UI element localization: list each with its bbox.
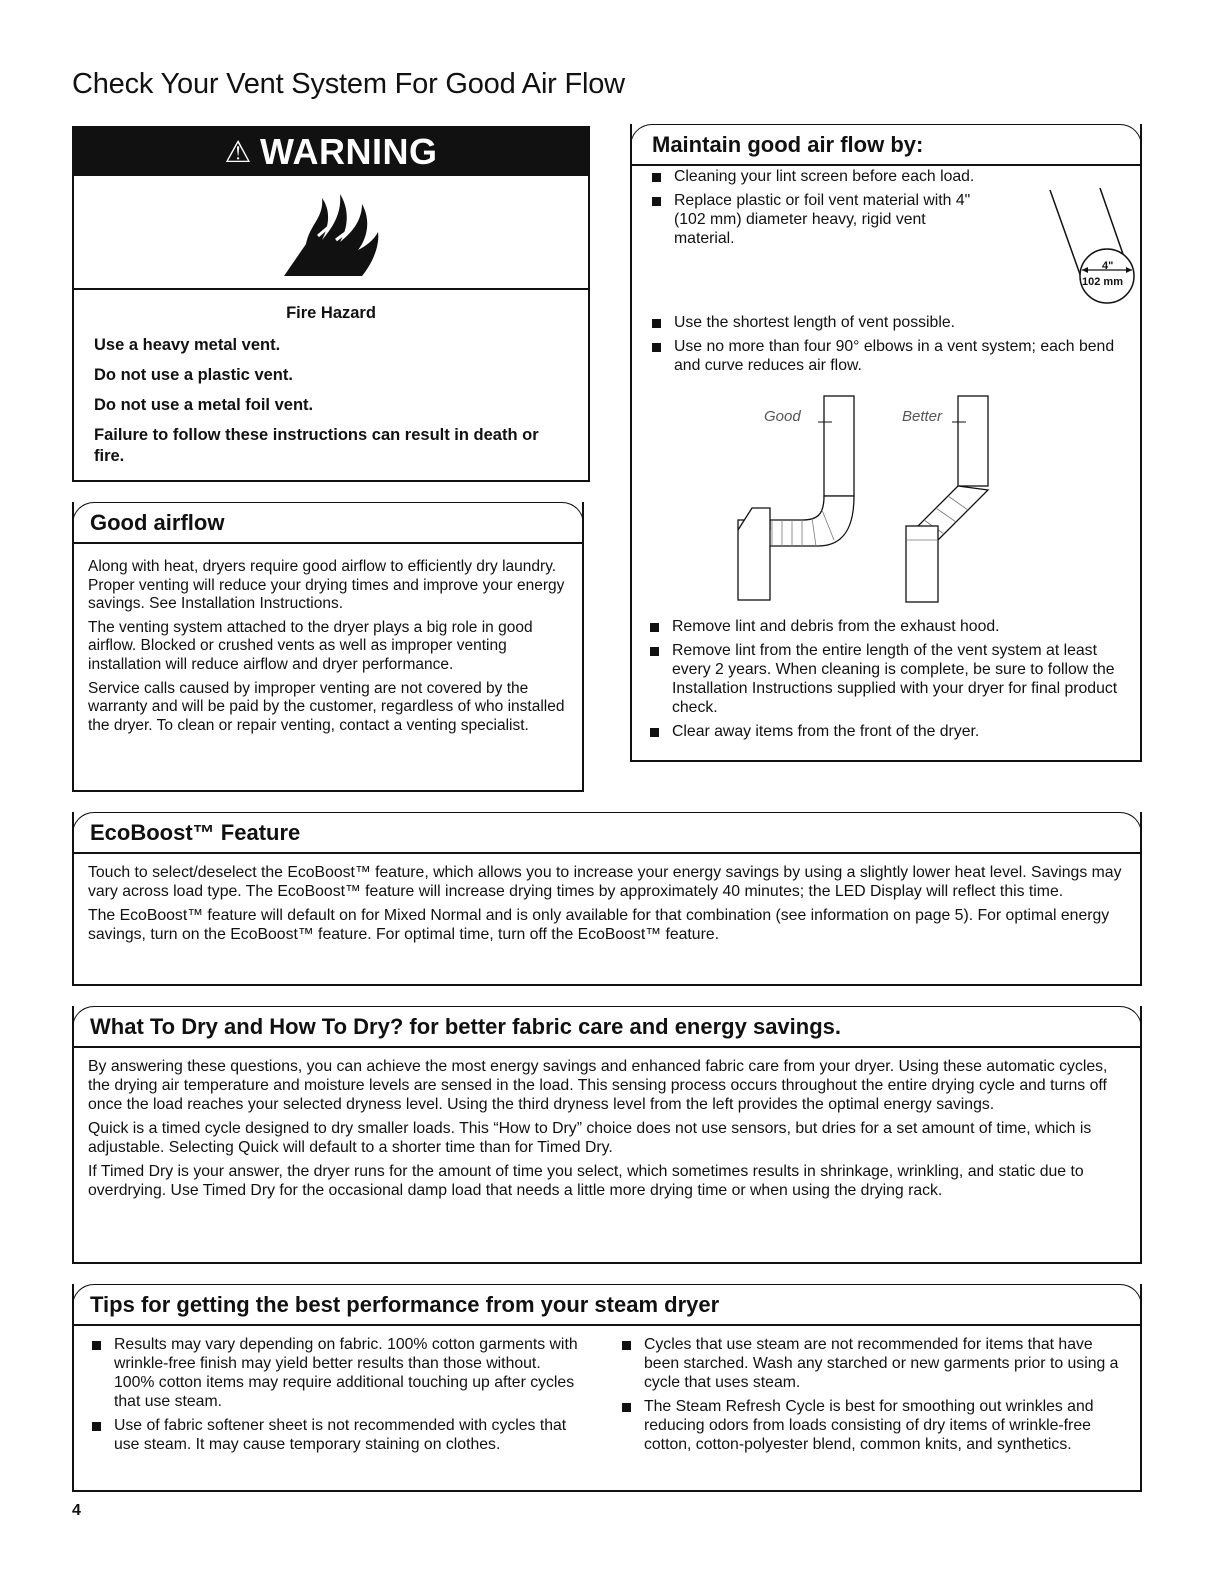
list-item: The Steam Refresh Cycle is best for smoothing out wrinkles and reducing odors from loads consisting of dry items of wrinkle-free cotton, cotton-polyester blend, common knits, and synthetics.: [618, 1398, 1126, 1455]
list-item: Remove lint and debris from the exhaust hood.: [646, 618, 1120, 637]
warning-line: Do not use a plastic vent.: [94, 366, 293, 385]
list-item: Use of fabric softener sheet is not recommended with cycles that use steam. It may cause temporary staining on clothes.: [88, 1417, 580, 1455]
list-item: Replace plastic or foil vent material with 4" (102 mm) diameter heavy, rigid vent material.: [648, 192, 990, 249]
list-item: Cycles that use steam are not recommended for items that have been starched. Wash any starched or new garments prior to using a cycle that uses steam.: [618, 1336, 1126, 1393]
good-airflow-section: [72, 502, 584, 792]
list-item: Use the shortest length of vent possible.: [648, 314, 1120, 333]
paragraph: If Timed Dry is your answer, the dryer runs for the amount of time you select, which sometimes results in shrinkage, wrinkling, and static due to overdrying. Use Timed Dry for the occasional damp load that needs a little more drying time or when using the drying rack.: [88, 1162, 1084, 1199]
section-title: What To Dry and How To Dry? for better fabric care and energy savings.: [90, 1014, 841, 1039]
paragraph: Service calls caused by improper venting are not covered by the warranty and will be paid by the customer, regardless of who installed the dryer. To clean or repair venting, contact a venting specialist.: [88, 679, 565, 734]
diameter-inch-label: 4": [1102, 260, 1114, 272]
diameter-mm-label: 102 mm: [1082, 276, 1123, 288]
better-label: Better: [902, 408, 943, 425]
warning-header: [74, 128, 588, 176]
page-title: Check Your Vent System For Good Air Flow: [72, 68, 625, 100]
hazard-title: Fire Hazard: [286, 304, 376, 322]
section-title: Maintain good air flow by:: [652, 132, 924, 157]
ecoboost-section: [72, 812, 1142, 986]
tips-section: [72, 1284, 1142, 1492]
page-number: 4: [72, 1502, 81, 1519]
warning-header-text: WARNING: [259, 131, 438, 172]
paragraph: Along with heat, dryers require good airflow to efficiently dry laundry. Proper venting will reduce your drying times and improve your energy savings. See Installation Instructions.: [88, 558, 565, 613]
section-title: Good airflow: [90, 510, 225, 535]
paragraph: Quick is a timed cycle designed to dry smaller loads. This “How to Dry” choice does not use sensors, but dries for a set amount of time, which is adjustable. Selecting Quick will default to a shorter time than for Timed Dry.: [88, 1119, 1092, 1156]
what-to-dry-section: [72, 1006, 1142, 1264]
warning-line: Use a heavy metal vent.: [94, 336, 281, 354]
section-title: EcoBoost™ Feature: [90, 820, 301, 845]
paragraph: Touch to select/deselect the EcoBoost™ feature, which allows you to increase your energy savings by using a slightly lower heat level. Savings may vary across load type. The EcoBoost™ feature will increase drying times by approximately 40 minutes; the LED Display will reflect this time.: [88, 864, 1122, 900]
list-item: Remove lint from the entire length of the vent system at least every 2 years. When cleaning is complete, be sure to follow the Installation Instructions supplied with your dryer for final product check.: [646, 642, 1120, 718]
list-item: Results may vary depending on fabric. 100% cotton garments with wrinkle-free finish may yield better results than those without. 100% cotton items may require additional touching up after cycles that use steam.: [88, 1336, 580, 1412]
fire-icon: [74, 180, 588, 290]
list-item: Cleaning your lint screen before each load.: [648, 168, 1008, 187]
section-title: Tips for getting the best performance from your steam dryer: [90, 1292, 720, 1317]
warning-box: [72, 126, 590, 482]
paragraph: The EcoBoost™ feature will default on for Mixed Normal and is only available for that combination (see information on page 5). For optimal energy savings, turn on the EcoBoost™ feature. For optimal time, turn off the EcoBoost™ feature.: [88, 906, 1110, 943]
warning-line: Failure to follow these instructions can result in death or fire.: [94, 426, 539, 465]
list-item: Use no more than four 90° elbows in a vent system; each bend and curve reduces air flow.: [648, 338, 1120, 376]
warning-triangle-icon: ⚠: [224, 135, 252, 169]
maintain-airflow-section: [630, 124, 1142, 762]
paragraph: The venting system attached to the dryer plays a big role in good airflow. Blocked or crushed vents as well as improper venting installation will reduce airflow and dryer performance.: [88, 618, 533, 673]
warning-line: Do not use a metal foil vent.: [94, 396, 314, 415]
paragraph: By answering these questions, you can achieve the most energy savings and enhanced fabric care from your dryer. Using these automatic cycles, the drying air temperature and moisture levels are sensed in the load. This sensing process occurs throughout the entire drying cycle and turns off once the load reaches your selected dryness level. Using the third dryness level from the left provides the optimal energy savings.: [88, 1058, 1108, 1113]
list-item: Clear away items from the front of the dryer.: [646, 723, 1120, 742]
good-label: Good: [764, 408, 801, 425]
